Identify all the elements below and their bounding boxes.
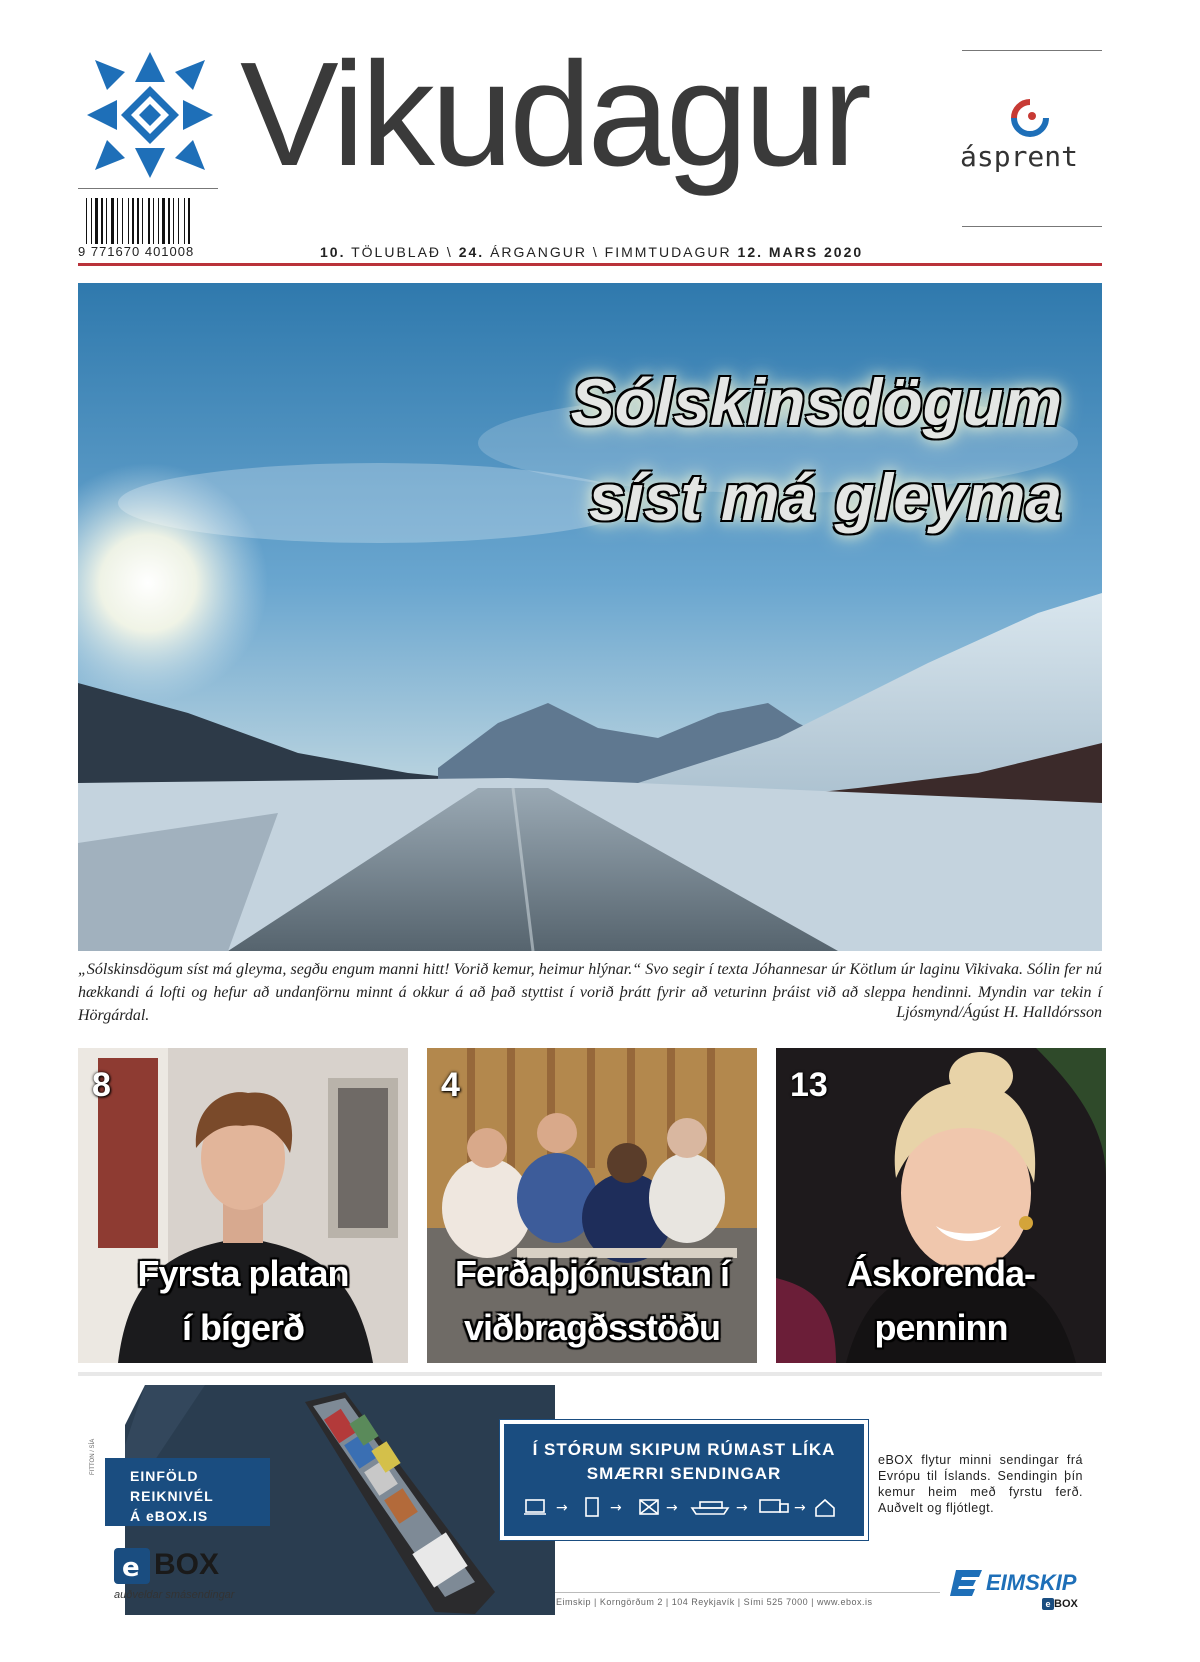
- teaser-title-line2: viðbragðsstöðu: [463, 1307, 721, 1348]
- ad-calculator-line2: Á eBOX.IS: [130, 1508, 209, 1524]
- photo-credit: Ljósmynd/Ágúst H. Halldórsson: [896, 1004, 1102, 1021]
- teaser-title-line2: penninn: [874, 1307, 1008, 1348]
- eimskip-brand: EIMSKIP: [986, 1570, 1077, 1595]
- eimskip-ebox-sub: [1042, 1598, 1078, 1610]
- separator: \: [592, 244, 599, 260]
- teaser-title-line1: Fyrsta platan: [137, 1253, 349, 1294]
- shipping-flow-icons: [524, 1494, 854, 1524]
- ad-footer-contact: Eimskip | Korngörðum 2 | 104 Reykjavík | Sími 525 7000 | www.ebox.is: [556, 1597, 873, 1607]
- separator: \: [446, 244, 453, 260]
- issue-line: [320, 244, 863, 260]
- eimskip-logo: [950, 1568, 1082, 1616]
- barcode-number: 9 771670 401008: [78, 244, 195, 259]
- hero-caption: „Sólskinsdögum síst má gleyma, segðu engum manni hitt! Vorið kemur, heimur hlýnar.“ Svo segir í texta Jóhannesar úr Kötlum úr laginu Vikivaka. Sólin fer nú hækkandi á lofti og hefur að undanförnu minnt á okkur á að það styttist í vorið þrátt fyrir að veturinn þráist við að sleppa hendinni. Myndin var tekin í Hörgárdal.: [78, 961, 1102, 1024]
- teaser-page-number: 4: [441, 1066, 460, 1104]
- ad-headline-line2: SMÆRRI SENDINGAR: [586, 1464, 782, 1483]
- hero-headline: [571, 355, 1062, 545]
- teaser-page-number: 8: [92, 1066, 111, 1104]
- asprent-logo-icon: [1010, 98, 1050, 138]
- ebox-brand: BOX: [154, 1548, 220, 1581]
- vikudagur-star-logo: [85, 50, 215, 180]
- eimskip-mark-icon: [950, 1568, 984, 1598]
- container-ship-illustration: [285, 1392, 515, 1617]
- ad-headline-line1: Í STÓRUM SKIPUM RÚMAST LÍKA: [532, 1440, 836, 1459]
- ebox-logo: [114, 1546, 224, 1586]
- ad-footer-rule: [555, 1592, 940, 1593]
- hero-headline-line2: síst má gleyma: [588, 460, 1062, 534]
- teaser-title: [776, 1247, 1106, 1355]
- hero-photo: [78, 283, 1102, 951]
- teaser-title: [427, 1247, 757, 1355]
- hero-headline-line1: Sólskinsdögum: [570, 365, 1062, 439]
- teaser-title-line2: í bígerð: [181, 1307, 304, 1348]
- volume-label: ÁRGANGUR: [490, 244, 587, 260]
- issue-date: 12. MARS 2020: [737, 244, 864, 260]
- svg-text:e: e: [122, 1553, 140, 1583]
- ad-top-strip: [78, 1372, 1102, 1376]
- masthead-red-rule: [78, 263, 1102, 266]
- divider-top-right: [962, 50, 1102, 51]
- ad-calculator-line1: EINFÖLD REIKNIVÉL: [130, 1468, 214, 1504]
- arrow-icon: →: [794, 1500, 806, 1516]
- eimskip-sub-text: BOX: [1054, 1598, 1078, 1610]
- weekday: FIMMTUDAGUR: [604, 244, 732, 260]
- ship-icon: [692, 1508, 728, 1514]
- teaser-ferdathjonustan[interactable]: [427, 1048, 757, 1363]
- divider-mid-right: [962, 226, 1102, 227]
- truck-icon: [760, 1500, 780, 1512]
- newspaper-title: Vikudagur: [240, 32, 868, 197]
- house-icon: [816, 1500, 834, 1516]
- barcode: [86, 198, 216, 244]
- teaser-title-line1: Ferðaþjónustan í: [454, 1253, 730, 1294]
- teaser-askorendapenninn[interactable]: [776, 1048, 1106, 1363]
- ad-calculator-box[interactable]: [105, 1458, 270, 1526]
- teaser-page-number: 13: [790, 1066, 828, 1104]
- arrow-icon: →: [666, 1500, 678, 1516]
- barcode-rule: [78, 188, 218, 189]
- ebox-small-icon: e: [1042, 1598, 1054, 1610]
- arrow-icon: →: [736, 1500, 748, 1516]
- laptop-icon: [526, 1500, 544, 1512]
- ad-headline-box: [500, 1420, 868, 1540]
- issue-label: TÖLUBLAÐ: [351, 244, 442, 260]
- ad-description: eBOX flytur minni sendingar frá Evrópu til Íslands. Sendingin þín kemur heim með fyrstu ferð. Auðvelt og fljótlegt.: [878, 1453, 1083, 1515]
- agency-credit: FITTON / SÍA: [90, 1438, 96, 1475]
- arrow-icon: →: [610, 1500, 622, 1516]
- printer-name: ásprent: [960, 140, 1079, 173]
- arrow-icon: →: [556, 1500, 568, 1516]
- ebox-tagline: auðveldar smásendingar: [114, 1589, 235, 1601]
- volume-number: 24.: [458, 244, 485, 260]
- issue-number: 10.: [320, 244, 346, 260]
- calculator-icon: [586, 1498, 598, 1516]
- teaser-fyrsta-platan[interactable]: [78, 1048, 408, 1363]
- teaser-title-line1: Áskorenda-: [846, 1253, 1036, 1294]
- teaser-title: [78, 1247, 408, 1355]
